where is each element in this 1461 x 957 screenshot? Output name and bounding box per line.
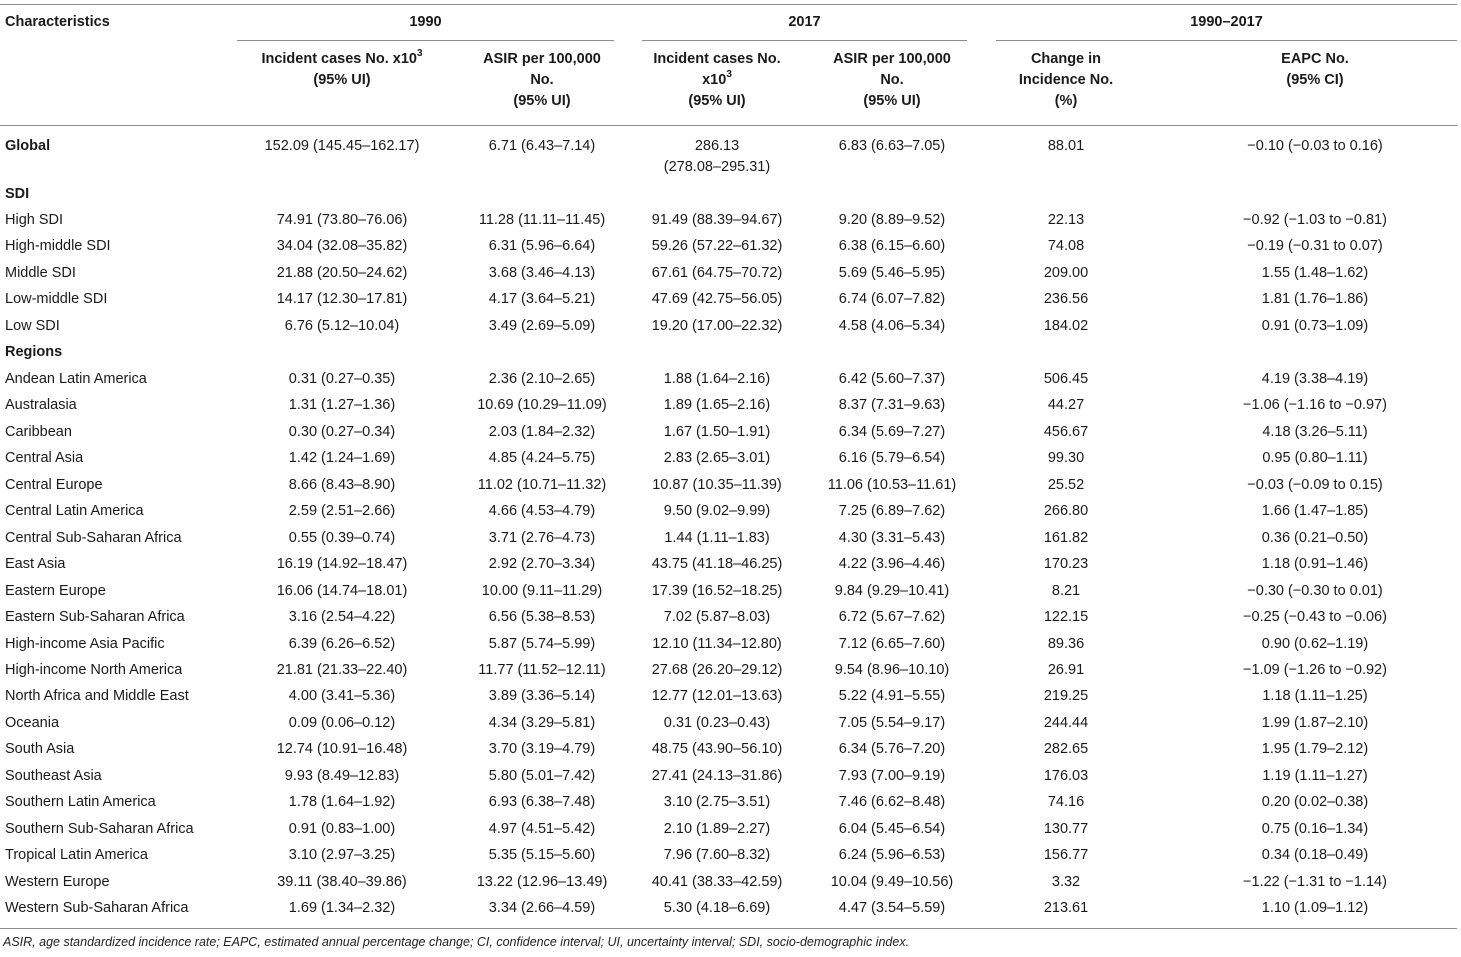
asir-1990: 4.34 (3.29–5.81)	[488, 714, 596, 731]
row-label: High SDI	[5, 212, 64, 228]
change-percent: 213.61	[1043, 900, 1089, 916]
incident-2017: 43.75 (41.18–46.25)	[651, 556, 783, 573]
change-percent: 26.91	[1047, 661, 1085, 678]
global-label: Global	[5, 138, 51, 154]
change-percent: 244.44	[1043, 714, 1089, 731]
incident-1990: 1.42 (1.24–1.69)	[288, 450, 396, 467]
asir-1990: 3.68 (3.46–4.13)	[488, 264, 596, 281]
asir-1990: 5.35 (5.15–5.60)	[488, 847, 596, 864]
incident-1990: 6.76 (5.12–10.04)	[284, 317, 400, 334]
incident-1990: 12.74 (10.91–16.48)	[276, 741, 408, 758]
incident-1990: 0.30 (0.27–0.34)	[288, 423, 396, 440]
change-percent: 22.13	[1047, 212, 1085, 228]
eapc: 0.75 (0.16–1.34)	[1261, 820, 1369, 837]
change-percent: 89.36	[1047, 635, 1085, 652]
asir-1990: 3.71 (2.76–4.73)	[488, 529, 596, 546]
group-header-change: 1990–2017	[1190, 14, 1263, 30]
change-percent: 266.80	[1043, 503, 1089, 520]
incident-1990: 21.81 (21.33–22.40)	[276, 661, 408, 678]
incident-2017: 17.39 (16.52–18.25)	[651, 582, 783, 599]
change-percent: 156.77	[1043, 847, 1089, 864]
row-label: Andean Latin America	[5, 371, 147, 387]
global-asir-2017: 6.83 (6.63–7.05)	[838, 138, 946, 154]
asir-2017: 4.30 (3.31–5.43)	[838, 529, 946, 546]
group-header-2017: 2017	[788, 14, 821, 30]
row-label: Low SDI	[5, 317, 60, 334]
row-label: Central Latin America	[5, 503, 144, 520]
group-rule-change	[996, 40, 1457, 41]
asir-1990: 5.80 (5.01–7.42)	[488, 767, 596, 784]
eapc: −0.19 (−0.31 to 0.07)	[1247, 238, 1383, 255]
asir-2017: 5.69 (5.46–5.95)	[838, 264, 946, 281]
asir-2017: 8.37 (7.31–9.63)	[838, 397, 946, 414]
asir-1990: 3.89 (3.36–5.14)	[488, 688, 596, 705]
row-label: Australasia	[5, 397, 77, 414]
incident-1990: 16.19 (14.92–18.47)	[276, 556, 408, 573]
change-percent: 209.00	[1043, 264, 1089, 281]
incident-1990: 3.10 (2.97–3.25)	[288, 847, 396, 864]
incident-1990: 21.88 (20.50–24.62)	[276, 264, 408, 281]
incident-1990: 1.69 (1.34–2.32)	[288, 900, 396, 916]
incident-2017: 12.77 (12.01–13.63)	[651, 688, 783, 705]
incident-2017: 0.31 (0.23–0.43)	[663, 714, 771, 731]
subheader-change: Change in Incidence No. (%)	[1018, 51, 1114, 109]
asir-1990: 2.03 (1.84–2.32)	[488, 423, 596, 440]
incident-1990: 39.11 (38.40–39.86)	[277, 873, 407, 890]
asir-2017: 5.22 (4.91–5.55)	[838, 688, 946, 705]
row-label: South Asia	[5, 741, 75, 758]
row-label: Middle SDI	[5, 264, 76, 281]
asir-2017: 10.04 (9.49–10.56)	[830, 873, 954, 890]
row-label: East Asia	[5, 556, 66, 573]
incident-2017: 9.50 (9.02–9.99)	[663, 503, 771, 520]
change-percent: 456.67	[1043, 423, 1089, 440]
incident-2017: 19.20 (17.00–22.32)	[651, 317, 783, 334]
row-label: Eastern Europe	[5, 582, 106, 599]
incident-2017: 1.89 (1.65–2.16)	[663, 397, 771, 414]
asir-1990: 10.00 (9.11–11.29)	[481, 582, 603, 599]
eapc: 0.90 (0.62–1.19)	[1261, 635, 1369, 652]
incident-2017: 1.67 (1.50–1.91)	[663, 423, 771, 440]
row-label: Central Europe	[5, 476, 103, 493]
eapc: −0.30 (−0.30 to 0.01)	[1247, 582, 1383, 599]
incident-1990: 8.66 (8.43–8.90)	[288, 476, 396, 493]
incident-2017: 67.61 (64.75–70.72)	[651, 264, 783, 281]
change-percent: 99.30	[1047, 450, 1085, 467]
change-percent: 282.65	[1043, 741, 1089, 758]
incident-1990: 4.00 (3.41–5.36)	[288, 688, 396, 705]
asir-1990: 11.02 (10.71–11.32)	[477, 476, 607, 493]
eapc: 1.99 (1.87–2.10)	[1261, 714, 1369, 731]
global-asir-1990: 6.71 (6.43–7.14)	[488, 138, 596, 154]
asir-2017: 6.34 (5.76–7.20)	[838, 741, 946, 758]
asir-2017: 6.42 (5.60–7.37)	[838, 371, 946, 387]
eapc: 4.18 (3.26–5.11)	[1262, 423, 1368, 440]
change-percent: 8.21	[1051, 582, 1081, 599]
asir-2017: 7.93 (7.00–9.19)	[838, 767, 946, 784]
incident-2017: 27.68 (26.20–29.12)	[651, 661, 783, 678]
asir-1990: 10.69 (10.29–11.09)	[477, 397, 607, 414]
asir-2017: 6.34 (5.69–7.27)	[838, 423, 946, 440]
row-label: Central Sub-Saharan Africa	[5, 529, 182, 546]
incident-1990: 2.59 (2.51–2.66)	[288, 503, 396, 520]
global-eapc: −0.10 (−0.03 to 0.16)	[1247, 138, 1383, 154]
asir-2017: 6.72 (5.67–7.62)	[838, 609, 946, 626]
incident-1990: 0.91 (0.83–1.00)	[288, 820, 396, 837]
eapc: 1.55 (1.48–1.62)	[1261, 264, 1369, 281]
change-percent: 506.45	[1043, 371, 1089, 387]
section-label-regions: Regions	[5, 344, 63, 360]
asir-1990: 6.93 (6.38–7.48)	[488, 794, 596, 811]
asir-2017: 6.74 (6.07–7.82)	[838, 291, 946, 308]
asir-1990: 5.87 (5.74–5.99)	[488, 635, 596, 652]
change-percent: 236.56	[1043, 291, 1089, 308]
asir-1990: 6.56 (5.38–8.53)	[488, 609, 596, 626]
change-percent: 3.32	[1051, 873, 1081, 890]
incident-1990: 0.55 (0.39–0.74)	[288, 529, 396, 546]
row-label: Tropical Latin America	[5, 847, 148, 864]
global-incident-2017: 286.13 (278.08–295.31)	[663, 138, 771, 175]
asir-1990: 11.28 (11.11–11.45)	[478, 212, 606, 228]
asir-2017: 6.16 (5.79–6.54)	[838, 450, 946, 467]
incident-2017: 2.83 (2.65–3.01)	[663, 450, 771, 467]
eapc: −0.03 (−0.09 to 0.15)	[1247, 476, 1383, 493]
asir-2017: 4.47 (3.54–5.59)	[838, 900, 946, 916]
eapc: −1.22 (−1.31 to −1.14)	[1243, 873, 1387, 890]
change-percent: 25.52	[1047, 476, 1085, 493]
asir-2017: 7.46 (6.62–8.48)	[838, 794, 946, 811]
incident-2017: 7.02 (5.87–8.03)	[663, 609, 771, 626]
eapc: −0.25 (−0.43 to −0.06)	[1243, 609, 1387, 626]
row-label: Southeast Asia	[5, 767, 102, 784]
incident-2017: 3.10 (2.75–3.51)	[663, 794, 771, 811]
incident-1990: 14.17 (12.30–17.81)	[276, 291, 408, 308]
change-percent: 170.23	[1043, 556, 1089, 573]
asir-1990: 4.97 (4.51–5.42)	[488, 820, 596, 837]
eapc: 4.19 (3.38–4.19)	[1261, 371, 1369, 387]
eapc: 0.36 (0.21–0.50)	[1261, 529, 1369, 546]
change-percent: 176.03	[1043, 767, 1089, 784]
eapc: −1.09 (−1.26 to −0.92)	[1243, 661, 1387, 678]
eapc: −0.92 (−1.03 to −0.81)	[1243, 212, 1387, 228]
change-percent: 219.25	[1043, 688, 1089, 705]
subheader-incident-1990: Incident cases No. $x10^3$ (95% UI)	[261, 48, 423, 88]
asir-1990: 3.49 (2.69–5.09)	[488, 317, 596, 334]
incident-2017: 27.41 (24.13–31.86)	[651, 767, 783, 784]
subheader-asir-2017: ASIR per 100,000 No. (95% UI)	[833, 51, 951, 109]
change-percent: 161.82	[1043, 529, 1089, 546]
global-change: 88.01	[1047, 138, 1085, 154]
asir-2017: 4.58 (4.06–5.34)	[838, 317, 946, 334]
global-incident-1990: 152.09 (145.45–162.17)	[264, 138, 420, 154]
eapc: 1.18 (0.91–1.46)	[1261, 556, 1369, 573]
change-percent: 74.16	[1047, 794, 1085, 811]
asir-1990: 3.34 (2.66–4.59)	[488, 900, 596, 916]
asir-2017: 7.12 (6.65–7.60)	[838, 635, 946, 652]
change-percent: 44.27	[1047, 397, 1085, 414]
table-footnote: ASIR, age standardized incidence rate; EAPC, estimated annual percentage change; CI, confidence interval; UI, uncertainty interval; SDI, socio-demographic index.	[3, 935, 910, 949]
asir-1990: 2.92 (2.70–3.34)	[488, 556, 596, 573]
asir-1990: 3.70 (3.19–4.79)	[488, 741, 596, 758]
asir-1990: 13.22 (12.96–13.49)	[476, 873, 608, 890]
characteristics-header: Characteristics	[5, 14, 110, 30]
asir-2017: 7.05 (5.54–9.17)	[838, 714, 946, 731]
eapc: 0.95 (0.80–1.11)	[1262, 450, 1368, 467]
asir-1990: 2.36 (2.10–2.65)	[488, 371, 596, 387]
group-header-1990: 1990	[409, 14, 442, 30]
incident-1990: 0.09 (0.06–0.12)	[288, 714, 396, 731]
asir-2017: 7.25 (6.89–7.62)	[838, 503, 946, 520]
subheader-eapc: EAPC No. (95% CI)	[1281, 51, 1349, 88]
eapc: 1.81 (1.76–1.86)	[1261, 291, 1369, 308]
group-rule-1990	[237, 40, 614, 41]
asir-1990: 4.66 (4.53–4.79)	[488, 503, 596, 520]
row-label: North Africa and Middle East	[5, 688, 189, 705]
eapc: 1.95 (1.79–2.12)	[1261, 741, 1369, 758]
top-rule	[0, 4, 1457, 5]
incident-2017: 48.75 (43.90–56.10)	[651, 741, 783, 758]
incident-2017: 5.30 (4.18–6.69)	[663, 900, 771, 916]
row-label: Central Asia	[5, 450, 84, 467]
change-percent: 130.77	[1043, 820, 1089, 837]
incident-1990: 3.16 (2.54–4.22)	[288, 609, 396, 626]
incident-2017: 1.44 (1.11–1.83)	[664, 529, 770, 546]
incident-2017: 91.49 (88.39–94.67)	[651, 212, 783, 228]
row-label: High-income North America	[5, 661, 183, 678]
change-percent: 184.02	[1043, 317, 1089, 334]
row-label: Oceania	[5, 714, 60, 731]
asir-2017: 6.04 (5.45–6.54)	[838, 820, 946, 837]
incident-2017: 2.10 (1.89–2.27)	[663, 820, 771, 837]
incident-2017: 40.41 (38.33–42.59)	[651, 873, 783, 890]
subheader-asir-1990: ASIR per 100,000 No. (95% UI)	[483, 51, 601, 109]
eapc: 0.34 (0.18–0.49)	[1261, 847, 1369, 864]
asir-1990: 4.17 (3.64–5.21)	[488, 291, 596, 308]
asir-2017: 4.22 (3.96–4.46)	[838, 556, 946, 573]
eapc: 0.91 (0.73–1.09)	[1261, 317, 1369, 334]
row-label: Western Sub-Saharan Africa	[5, 900, 189, 916]
incident-1990: 9.93 (8.49–12.83)	[284, 767, 400, 784]
incident-1990: 74.91 (73.80–76.06)	[276, 212, 408, 228]
incident-1990: 0.31 (0.27–0.35)	[288, 371, 396, 387]
row-label: Southern Sub-Saharan Africa	[5, 820, 194, 837]
subheader-incident-2017: Incident cases No. $x10^3$ (95% UI)	[653, 51, 781, 109]
incident-2017: 59.26 (57.22–61.32)	[651, 238, 783, 255]
row-label: Western Europe	[5, 873, 110, 890]
row-label: High-income Asia Pacific	[5, 635, 165, 652]
change-percent: 122.15	[1043, 609, 1089, 626]
asir-2017: 9.20 (8.89–9.52)	[838, 212, 946, 228]
asir-1990: 11.77 (11.52–12.11)	[478, 661, 606, 678]
asir-2017: 9.84 (9.29–10.41)	[834, 582, 950, 599]
asir-2017: 9.54 (8.96–10.10)	[834, 661, 950, 678]
table-bottom-rule	[0, 928, 1457, 929]
incident-1990: 1.78 (1.64–1.92)	[288, 794, 396, 811]
incident-1990: 6.39 (6.26–6.52)	[288, 635, 396, 652]
incident-2017: 10.87 (10.35–11.39)	[652, 476, 782, 493]
incident-2017: 12.10 (11.34–12.80)	[652, 635, 782, 652]
group-rule-2017	[642, 40, 967, 41]
eapc: 0.20 (0.02–0.38)	[1261, 794, 1369, 811]
incident-1990: 1.31 (1.27–1.36)	[288, 397, 396, 414]
eapc: 1.18 (1.11–1.25)	[1262, 688, 1368, 705]
asir-1990: 6.31 (5.96–6.64)	[488, 238, 596, 255]
eapc: 1.10 (1.09–1.12)	[1261, 900, 1369, 916]
asir-2017: 11.06 (10.53–11.61)	[827, 476, 957, 493]
row-label: Southern Latin America	[5, 794, 156, 811]
incident-2017: 7.96 (7.60–8.32)	[663, 847, 771, 864]
section-label-sdi: SDI	[5, 186, 30, 202]
incident-2017: 47.69 (42.75–56.05)	[651, 291, 783, 308]
incident-2017: 1.88 (1.64–2.16)	[663, 371, 771, 387]
header-bottom-rule	[0, 125, 1457, 126]
eapc: 1.19 (1.11–1.27)	[1262, 767, 1368, 784]
row-label: Caribbean	[5, 423, 72, 440]
eapc: −1.06 (−1.16 to −0.97)	[1243, 397, 1387, 414]
row-label: Eastern Sub-Saharan Africa	[5, 609, 185, 626]
eapc: 1.66 (1.47–1.85)	[1261, 503, 1369, 520]
asir-1990: 4.85 (4.24–5.75)	[488, 450, 596, 467]
asir-2017: 6.24 (5.96–6.53)	[838, 847, 946, 864]
incident-1990: 34.04 (32.08–35.82)	[276, 238, 408, 255]
incident-1990: 16.06 (14.74–18.01)	[276, 582, 408, 599]
asir-2017: 6.38 (6.15–6.60)	[838, 238, 946, 255]
row-label: High-middle SDI	[5, 238, 111, 255]
change-percent: 74.08	[1047, 238, 1085, 255]
row-label: Low-middle SDI	[5, 291, 108, 308]
